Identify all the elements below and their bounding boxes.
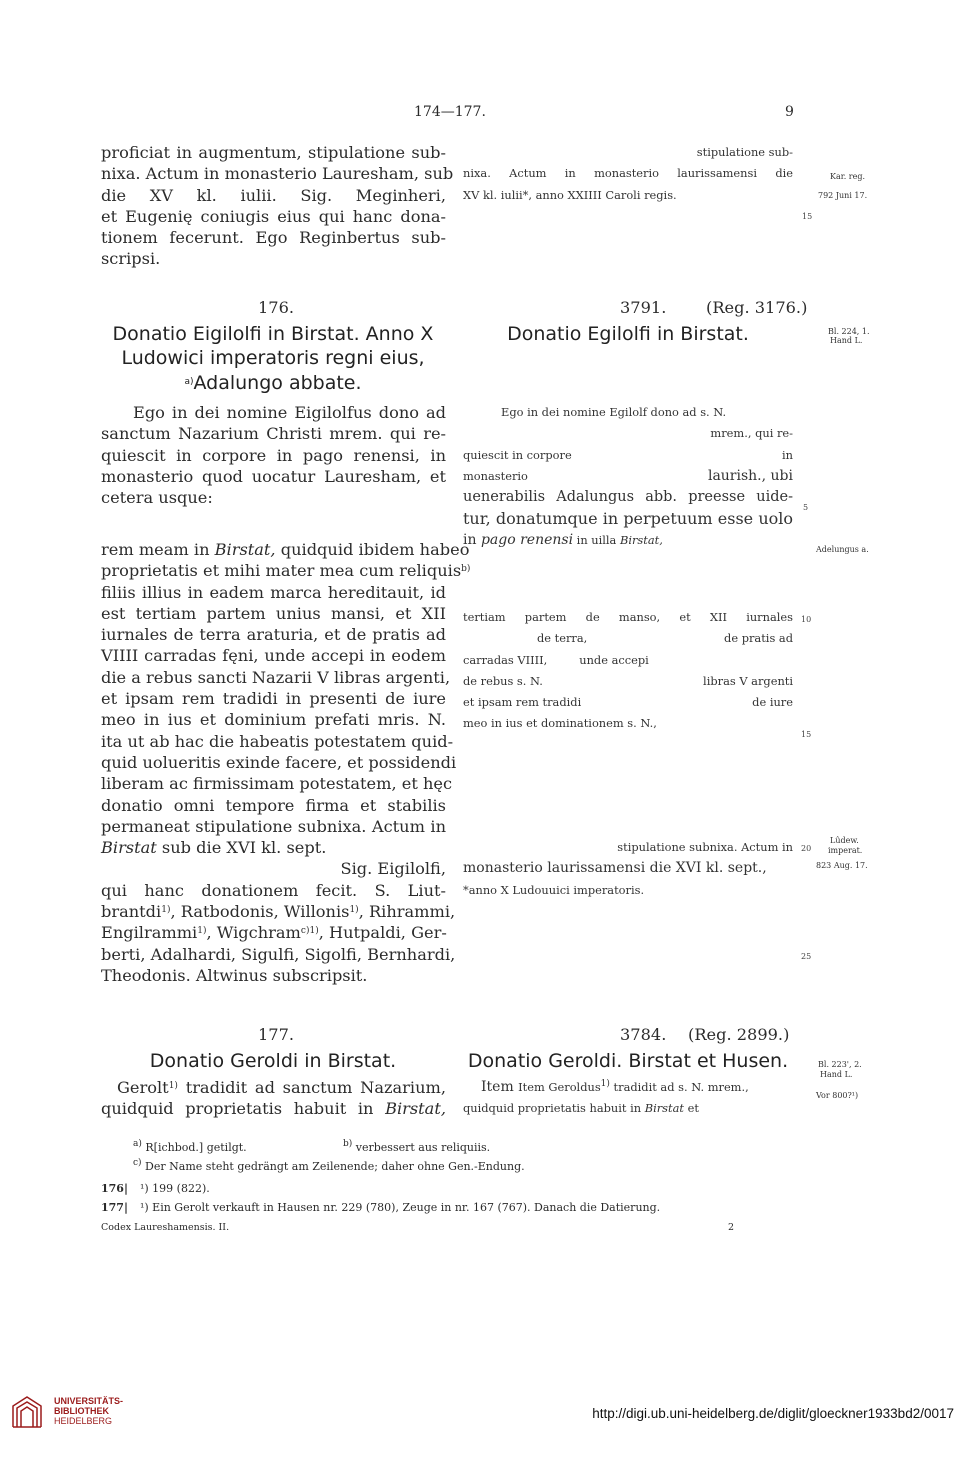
right-top-paragraph [463,142,793,206]
regest-reference: (Reg. 2899.) [688,1025,790,1044]
charter-177-body [101,1077,446,1120]
text-line: de terra, de pratis ad [537,631,793,646]
footnote-177: 177| ¹) Ein Gerolt verkauft in Hausen nr. 229 (780), Zeuge in nr. 167 (767). Danach die Datierung. [101,1201,661,1214]
text-line: meo in ius et dominationem s. N., [463,716,657,731]
margin-date: 823 Aug. 17. [816,861,868,870]
text-line: permaneat stipulatione subnixa. Actum in [101,816,446,836]
text-line: Ego in dei nomine Egilolf dono ad s. N. [501,405,727,419]
text-line: iurnales de terra araturia, et de pratis ad [101,625,446,645]
text-line: nixa. Actum in monasterio laurissamensi die [463,166,793,181]
codex-signature: Codex Laureshamensis. II. [101,1222,230,1233]
text-line: stipulatione sub- [696,145,793,159]
text-line: tertiam partem de manso, et XII iurnales [463,610,793,624]
margin-note: Hand L. [820,1070,853,1079]
text-line: monasterio quod uocatur Lauresham, et [101,466,446,486]
text-line: nixa. Actum in monasterio Lauresham, sub [101,164,454,184]
line-number: 15 [801,730,812,739]
footnote-a: $^{a)}$ R[ichbod.] getilgt. [133,1139,247,1154]
line-number: 20 [801,844,812,853]
text-line: quidquid proprietatis habuit in Birstat, [101,1099,446,1119]
page-range: 174—177. [414,104,486,120]
margin-date: Vor 800?¹) [816,1091,859,1100]
text-line: mrem., qui re- [710,426,793,441]
charter-number-3791: 3791. [620,298,667,317]
charter-3791-body [463,607,793,735]
library-name: UNIVERSITÄTS- BIBLIOTHEK HEIDELBERG [54,1396,124,1426]
line-number: 5 [803,503,809,512]
text-line: tur, donatumque in perpetuum esse uolo [463,509,793,529]
margin-note: Adelungus a. [816,545,869,554]
university-library-logo[interactable] [10,1394,44,1430]
text-line: et Eugenię coniugis eius qui hanc dona- [101,206,446,226]
charter-number-176: 176. [258,298,295,317]
charter-number-177: 177. [258,1025,295,1044]
viewer-footer [0,1386,964,1461]
text-line: Birstat sub die XVI kl. sept. [101,838,327,858]
text-line: sanctum Nazarium Christi mrem. qui re- [101,424,446,444]
margin-note: Kar. reg. [830,172,865,181]
line-number: 10 [801,615,812,624]
text-line: quiescit in corpore in pago renensi, in [101,445,446,465]
text-line: monasterio laurish., ubi [463,467,793,484]
text-line: Gerolt$^{1)}$ tradidit ad sanctum Nazarium, [117,1078,446,1097]
text-line: rem meam in Birstat, quidquid ibidem habeo [101,540,470,559]
text-line: quidquid proprietatis habuit in Birstat et [463,1101,699,1116]
text-line: proficiat in augmentum, stipulatione sub- [101,143,446,162]
charter-176-opening [101,402,446,508]
line-number: 25 [801,952,812,961]
margin-note: imperat. [828,846,863,855]
charter-title-177: Donatio Geroldi in Birstat. [149,1050,397,1072]
text-line: carradas VIIII, unde accepi [463,652,649,667]
charter-title-3784: Donatio Geroldi. Birstat et Husen. [467,1050,789,1072]
text-line: est tertiam partem unius mansi, et XII [101,603,446,623]
charter-176-body [101,539,471,986]
footnote-176: 176| ¹) 199 (822). [101,1182,210,1195]
charter-number-3784: 3784. [620,1025,667,1044]
footnote-b: $^{b)}$ verbessert aus reliquiis. [343,1139,491,1154]
margin-note: Lûdew. [830,836,859,845]
text-line: Theodonis. Altwinus subscripsit. [101,965,368,985]
text-line: uenerabilis Adalungus abb. preesse uide- [463,489,793,506]
text-line: die a rebus sancti Nazarii V libras argenti, [101,667,451,687]
signature-line: Sig. Eigilolfi, [340,859,446,879]
left-top-paragraph [101,142,454,270]
text-line: Ego in dei nomine Eigilolfus dono ad [133,403,446,422]
text-line: Item Item Geroldus$^{1)}$ tradidit ad s. N. mrem., [481,1079,749,1095]
text-line: XV kl. iulii*, anno XXIIII Caroli regis. [463,187,677,202]
text-line: Engilrammi$^{1)}$, Wigchram$^{c)1)}$, Hutpaldi, Ger- [101,923,447,943]
page-number: 9 [785,104,794,120]
text-line: VIIII carradas fęni, unde accepi in eodem [101,646,446,666]
text-line: monasterio laurissamensi die XVI kl. sept., [463,860,767,877]
footnote-c: $^{c)}$ Der Name steht gedrängt am Zeilenende; daher ohne Gen.-Endung. [133,1158,525,1173]
charter-3784-body [463,1077,793,1120]
text-line: donatio omni tempore firma et stabilis [101,795,446,815]
permalink-url[interactable]: http://digi.ub.uni-heidelberg.de/diglit/gloeckner1933bd2/0017 [592,1406,954,1421]
library-logo-icon [10,1394,44,1430]
charter-3791-closing [463,837,793,901]
text-line: scripsi. [101,249,161,269]
text-line: quiescit in corpore in [463,447,793,462]
charter-title-176-line1: Donatio Eigilolfi in Birstat. Anno X [112,323,434,345]
sheet-number: 2 [728,1222,735,1233]
text-line: filiis illius in eadem marca hereditauit, id [101,582,446,602]
text-line: qui hanc donationem fecit. S. Liut- [101,880,446,900]
margin-note: Bl. 224, 1. [828,327,870,336]
text-line: proprietatis et mihi mater mea cum reliquis$^{b)}$ [101,561,471,581]
charter-title-176-line2: Ludowici imperatoris regni eius, [121,347,425,369]
text-line: ita ut ab hac die habeatis potestatem quid- [101,731,454,751]
charter-title-176-line3: $^{a)}$Adalungo abbate. [184,372,362,394]
text-line: stipulatione subnixa. Actum in [617,840,793,854]
text-line: et ipsam rem tradidi de iure [463,695,793,710]
regest-reference: (Reg. 3176.) [706,298,808,317]
text-line: et ipsam rem tradidi in presenti de iure [101,689,446,709]
text-line: *anno X Ludouuici imperatoris. [463,882,645,897]
text-line: de rebus s. N. libras V argenti [463,673,793,688]
charter-3791-opening [463,402,793,551]
charter-title-3791: Donatio Egilolfi in Birstat. [507,323,749,345]
text-line: in pago renensi in uilla Birstat, [463,531,663,548]
text-line: quid uolueritis exinde facere, et possidendi [101,752,457,772]
text-line: berti, Adalhardi, Sigulfi, Sigolfi, Bernhardi, [101,944,456,964]
text-line: brantdi$^{1)}$, Ratbodonis, Willonis$^{1)}$, Rihrammi, [101,902,456,922]
text-line: cetera usque: [101,488,213,508]
margin-note: Hand L. [830,336,863,345]
margin-note: Bl. 223', 2. [818,1060,862,1069]
footnote-mark: a) [184,377,194,387]
text-line: tionem fecerunt. Ego Reginbertus sub- [101,228,446,248]
text-line: liberam ac firmissimam potestatem, et hęc [101,774,453,794]
line-number: 15 [802,212,813,221]
text-line: die XV kl. iulii. Sig. Meginheri, [101,185,446,205]
margin-date: 792 Juni 17. [818,191,868,200]
text-line: meo in ius et dominium prefati mris. N. [101,710,446,730]
